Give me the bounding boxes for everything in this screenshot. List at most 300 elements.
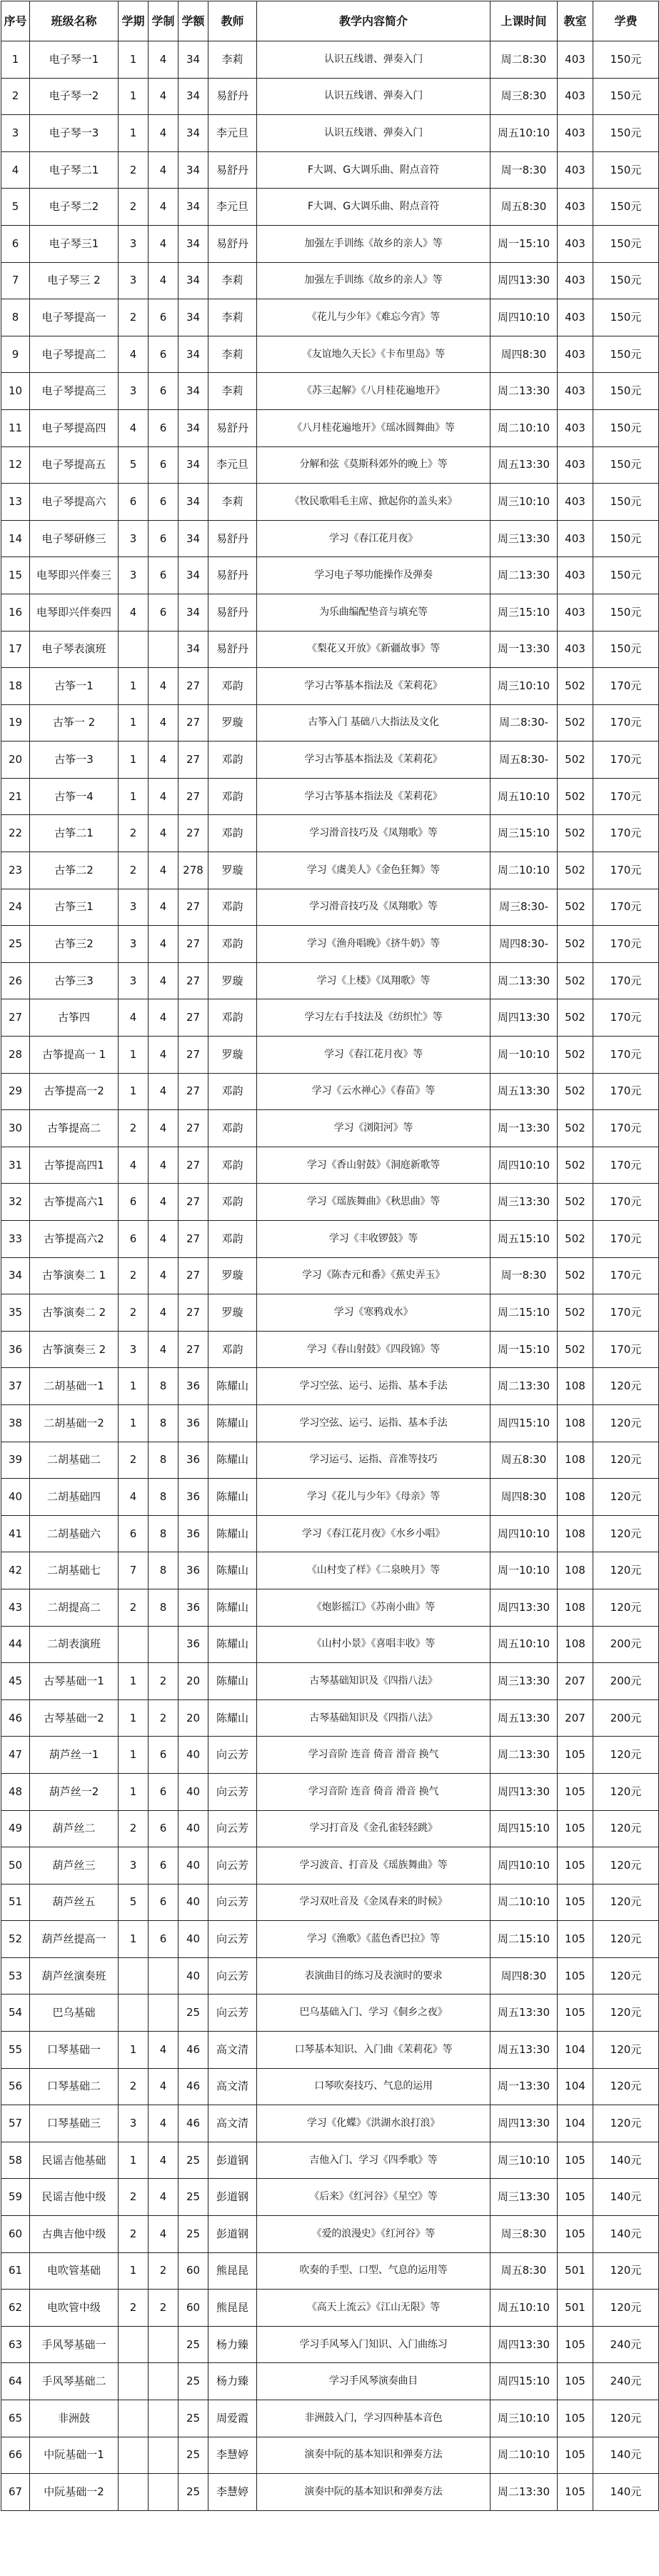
duration-cell: [149, 2400, 178, 2437]
capacity-cell: 46: [178, 2032, 208, 2069]
row-index-cell: 41: [1, 1515, 30, 1552]
class-name-cell: 古典吉他中级: [30, 2216, 119, 2253]
class-time-cell: 周二10:10: [491, 1884, 558, 1921]
content-cell: 学习《虞美人》《金色狂舞》等: [257, 852, 491, 889]
fee-cell: 120元: [593, 2105, 659, 2142]
term-cell: 2: [119, 815, 149, 852]
duration-cell: [149, 1995, 178, 2032]
term-cell: 1: [119, 2142, 149, 2179]
content-cell: 演奏中阮的基本知识和弹奏方法: [257, 2474, 491, 2511]
class-name-cell: 电子琴三1: [30, 225, 119, 262]
fee-cell: 120元: [593, 1479, 659, 1516]
room-cell: 403: [558, 41, 593, 79]
teacher-cell: 杨力臻: [208, 2326, 257, 2363]
duration-cell: 4: [149, 742, 178, 779]
table-row: [1, 520, 659, 557]
capacity-cell: 36: [178, 1552, 208, 1589]
row-index-cell: 55: [1, 2032, 30, 2069]
term-cell: 6: [119, 484, 149, 521]
capacity-cell: 36: [178, 1589, 208, 1626]
row-index-cell: 20: [1, 742, 30, 779]
room-cell: 105: [558, 1847, 593, 1884]
term-cell: 1: [119, 115, 149, 152]
teacher-cell: 彭道钢: [208, 2142, 257, 2179]
teacher-cell: 易舒丹: [208, 631, 257, 668]
duration-cell: 2: [149, 2290, 178, 2327]
row-index-cell: 37: [1, 1368, 30, 1405]
teacher-cell: 易舒丹: [208, 594, 257, 631]
class-name-cell: 二胡表演班: [30, 1626, 119, 1663]
term-cell: 1: [119, 1921, 149, 1958]
table-row: [1, 1404, 659, 1442]
room-cell: 502: [558, 1221, 593, 1258]
teacher-cell: 邓韵: [208, 668, 257, 705]
duration-cell: 4: [149, 2032, 178, 2069]
teacher-cell: 向云芳: [208, 1921, 257, 1958]
class-time-cell: 周四10:10: [491, 1147, 558, 1184]
class-time-cell: 周二13:30: [491, 557, 558, 594]
teacher-cell: 罗璇: [208, 852, 257, 889]
class-name-cell: 电子琴一1: [30, 41, 119, 79]
col-capacity-header: 学额: [178, 1, 208, 41]
capacity-cell: 25: [178, 2400, 208, 2437]
term-cell: [119, 2326, 149, 2363]
class-time-cell: 周五13:30: [491, 1073, 558, 1110]
row-index-cell: 4: [1, 151, 30, 189]
content-cell: 认识五线谱、弹奏入门: [257, 115, 491, 152]
duration-cell: 4: [149, 999, 178, 1037]
room-cell: 105: [558, 2400, 593, 2437]
class-name-cell: 口琴基础二: [30, 2068, 119, 2105]
row-index-cell: 6: [1, 225, 30, 262]
teacher-cell: 向云芳: [208, 1957, 257, 1995]
table-row: [1, 1368, 659, 1405]
teacher-cell: 向云芳: [208, 1995, 257, 2032]
row-index-cell: 65: [1, 2400, 30, 2437]
duration-cell: [149, 2363, 178, 2400]
teacher-cell: 邓韵: [208, 815, 257, 852]
duration-cell: 4: [149, 262, 178, 299]
capacity-cell: 34: [178, 151, 208, 189]
content-cell: 巴乌基础入门、学习《侗乡之夜》: [257, 1995, 491, 2032]
duration-cell: 4: [149, 1257, 178, 1294]
table-row: [1, 1294, 659, 1332]
table-row: [1, 151, 659, 189]
capacity-cell: 34: [178, 520, 208, 557]
fee-cell: 170元: [593, 1147, 659, 1184]
class-name-cell: 电子琴一3: [30, 115, 119, 152]
teacher-cell: 罗璇: [208, 1294, 257, 1332]
content-cell: 学习滑音技巧及《凤翔歌》等: [257, 889, 491, 926]
room-cell: 403: [558, 225, 593, 262]
table-row: [1, 778, 659, 815]
class-time-cell: 周一10:10: [491, 1037, 558, 1074]
row-index-cell: 31: [1, 1147, 30, 1184]
table-row: [1, 1847, 659, 1884]
table-row: [1, 262, 659, 299]
term-cell: 3: [119, 2105, 149, 2142]
fee-cell: 120元: [593, 1589, 659, 1626]
fee-cell: 150元: [593, 594, 659, 631]
row-index-cell: 63: [1, 2326, 30, 2363]
teacher-cell: 邓韵: [208, 1184, 257, 1221]
class-name-cell: 电子琴提高一: [30, 299, 119, 336]
class-name-cell: 古筝二2: [30, 852, 119, 889]
fee-cell: 150元: [593, 336, 659, 373]
room-cell: 403: [558, 262, 593, 299]
room-cell: 502: [558, 668, 593, 705]
room-cell: 502: [558, 1147, 593, 1184]
teacher-cell: 李元旦: [208, 446, 257, 484]
duration-cell: 4: [149, 1073, 178, 1110]
term-cell: [119, 631, 149, 668]
duration-cell: 4: [149, 41, 178, 79]
duration-cell: 6: [149, 299, 178, 336]
term-cell: 4: [119, 999, 149, 1037]
term-cell: 4: [119, 409, 149, 446]
teacher-cell: 李莉: [208, 336, 257, 373]
row-index-cell: 47: [1, 1737, 30, 1774]
teacher-cell: 高文清: [208, 2105, 257, 2142]
table-row: [1, 1884, 659, 1921]
room-cell: 502: [558, 962, 593, 999]
teacher-cell: 李慧婷: [208, 2437, 257, 2474]
class-time-cell: 周四13:30: [491, 2105, 558, 2142]
row-index-cell: 12: [1, 446, 30, 484]
table-row: [1, 631, 659, 668]
teacher-cell: 罗璇: [208, 962, 257, 999]
duration-cell: 4: [149, 1184, 178, 1221]
duration-cell: 2: [149, 1663, 178, 1700]
room-cell: 105: [558, 2363, 593, 2400]
row-index-cell: 14: [1, 520, 30, 557]
capacity-cell: 34: [178, 336, 208, 373]
class-time-cell: 周三13:30: [491, 1663, 558, 1700]
row-index-cell: 36: [1, 1331, 30, 1368]
content-cell: 《八月桂花遍地开》《瑶冰圆舞曲》等: [257, 409, 491, 446]
capacity-cell: 27: [178, 1184, 208, 1221]
term-cell: 5: [119, 446, 149, 484]
table-row: [1, 1626, 659, 1663]
class-time-cell: 周四13:30: [491, 1589, 558, 1626]
row-index-cell: 53: [1, 1957, 30, 1995]
fee-cell: 170元: [593, 815, 659, 852]
fee-cell: 120元: [593, 2400, 659, 2437]
fee-cell: 120元: [593, 2290, 659, 2327]
capacity-cell: 25: [178, 2437, 208, 2474]
fee-cell: 170元: [593, 1110, 659, 1147]
teacher-cell: 邓韵: [208, 1073, 257, 1110]
duration-cell: [149, 1626, 178, 1663]
capacity-cell: 46: [178, 2105, 208, 2142]
row-index-cell: 27: [1, 999, 30, 1037]
capacity-cell: 34: [178, 557, 208, 594]
fee-cell: 120元: [593, 1552, 659, 1589]
capacity-cell: 27: [178, 1110, 208, 1147]
content-cell: 学习《寒鸦戏水》: [257, 1294, 491, 1332]
fee-cell: 150元: [593, 115, 659, 152]
content-cell: 《爱的浪漫史》《红河谷》等: [257, 2216, 491, 2253]
row-index-cell: 58: [1, 2142, 30, 2179]
duration-cell: 6: [149, 409, 178, 446]
table-row: [1, 2400, 659, 2437]
class-time-cell: 周四13:30: [491, 262, 558, 299]
table-row: [1, 1479, 659, 1516]
teacher-cell: 邓韵: [208, 889, 257, 926]
capacity-cell: 34: [178, 262, 208, 299]
class-name-cell: 电子琴提高三: [30, 373, 119, 410]
class-name-cell: 古筝一 2: [30, 704, 119, 742]
room-cell: 502: [558, 1184, 593, 1221]
room-cell: 105: [558, 2437, 593, 2474]
duration-cell: 4: [149, 1221, 178, 1258]
class-time-cell: 周一10:10: [491, 1552, 558, 1589]
table-row: [1, 1995, 659, 2032]
table-row: [1, 446, 659, 484]
duration-cell: 4: [149, 852, 178, 889]
row-index-cell: 10: [1, 373, 30, 410]
table-row: [1, 1147, 659, 1184]
fee-cell: 120元: [593, 1515, 659, 1552]
content-cell: 学习《瑶族舞曲》《秋思曲》等: [257, 1184, 491, 1221]
duration-cell: 6: [149, 484, 178, 521]
content-cell: 学习《化蝶》《洪湖水浪打浪》: [257, 2105, 491, 2142]
duration-cell: 8: [149, 1479, 178, 1516]
fee-cell: 120元: [593, 1404, 659, 1442]
teacher-cell: 易舒丹: [208, 557, 257, 594]
col-teacher-header: 教师: [208, 1, 257, 41]
teacher-cell: 陈耀山: [208, 1515, 257, 1552]
term-cell: 1: [119, 1699, 149, 1737]
fee-cell: 170元: [593, 668, 659, 705]
table-row: [1, 704, 659, 742]
room-cell: 105: [558, 1884, 593, 1921]
room-cell: 105: [558, 2474, 593, 2511]
table-row: [1, 41, 659, 79]
class-time-cell: 周五8:30: [491, 189, 558, 226]
term-cell: 3: [119, 1331, 149, 1368]
duration-cell: 2: [149, 1699, 178, 1737]
content-cell: 口琴吹奏技巧、气息的运用: [257, 2068, 491, 2105]
content-cell: 《花儿与少年》《难忘今宵》等: [257, 299, 491, 336]
duration-cell: 4: [149, 1147, 178, 1184]
content-cell: 加强左手训练《故乡的亲人》等: [257, 225, 491, 262]
content-cell: 学习《春江花月夜》《水乡小唱》: [257, 1515, 491, 1552]
room-cell: 108: [558, 1589, 593, 1626]
table-row: [1, 336, 659, 373]
fee-cell: 140元: [593, 2142, 659, 2179]
class-name-cell: 中阮基础一1: [30, 2437, 119, 2474]
fee-cell: 150元: [593, 225, 659, 262]
fee-cell: 120元: [593, 1957, 659, 1995]
content-cell: 吉他入门、学习《四季歌》等: [257, 2142, 491, 2179]
room-cell: 403: [558, 151, 593, 189]
room-cell: 502: [558, 742, 593, 779]
class-time-cell: 周二8:30: [491, 41, 558, 79]
row-index-cell: 50: [1, 1847, 30, 1884]
room-cell: 403: [558, 336, 593, 373]
table-row: [1, 1442, 659, 1479]
room-cell: 403: [558, 520, 593, 557]
duration-cell: 6: [149, 1810, 178, 1847]
term-cell: [119, 1957, 149, 1995]
class-time-cell: 周四8:30: [491, 336, 558, 373]
capacity-cell: 34: [178, 41, 208, 79]
content-cell: F大调、G大调乐曲、附点音符: [257, 189, 491, 226]
class-time-cell: 周四15:10: [491, 1404, 558, 1442]
duration-cell: 4: [149, 2179, 178, 2216]
room-cell: 104: [558, 2068, 593, 2105]
class-time-cell: 周二8:30-: [491, 704, 558, 742]
class-time-cell: 周三10:10: [491, 2142, 558, 2179]
content-cell: 学习电子琴功能操作及弹奏: [257, 557, 491, 594]
fee-cell: 170元: [593, 926, 659, 963]
class-time-cell: 周五13:30: [491, 2032, 558, 2069]
row-index-cell: 13: [1, 484, 30, 521]
class-name-cell: 手风琴基础二: [30, 2363, 119, 2400]
class-name-cell: 古筝提高四1: [30, 1147, 119, 1184]
class-time-cell: 周五15:10: [491, 1221, 558, 1258]
capacity-cell: 27: [178, 962, 208, 999]
table-row: [1, 1184, 659, 1221]
room-cell: 403: [558, 484, 593, 521]
teacher-cell: 彭道钢: [208, 2216, 257, 2253]
teacher-cell: 罗璇: [208, 1257, 257, 1294]
term-cell: 2: [119, 2290, 149, 2327]
teacher-cell: 周爱霞: [208, 2400, 257, 2437]
term-cell: 3: [119, 373, 149, 410]
teacher-cell: 杨力臻: [208, 2363, 257, 2400]
class-name-cell: 古筝提高二: [30, 1110, 119, 1147]
row-index-cell: 59: [1, 2179, 30, 2216]
table-row: [1, 1589, 659, 1626]
teacher-cell: 李元旦: [208, 189, 257, 226]
term-cell: 1: [119, 1773, 149, 1810]
row-index-cell: 8: [1, 299, 30, 336]
duration-cell: 8: [149, 1368, 178, 1405]
duration-cell: 4: [149, 1294, 178, 1332]
room-cell: 108: [558, 1479, 593, 1516]
fee-cell: 170元: [593, 1331, 659, 1368]
class-time-cell: 周一15:10: [491, 1331, 558, 1368]
teacher-cell: 易舒丹: [208, 520, 257, 557]
col-term-header: 学期: [119, 1, 149, 41]
table-row: [1, 115, 659, 152]
room-cell: 108: [558, 1515, 593, 1552]
term-cell: 2: [119, 189, 149, 226]
row-index-cell: 32: [1, 1184, 30, 1221]
fee-cell: 120元: [593, 2032, 659, 2069]
table-row: [1, 1515, 659, 1552]
fee-cell: 120元: [593, 1442, 659, 1479]
term-cell: 1: [119, 1737, 149, 1774]
term-cell: 2: [119, 2179, 149, 2216]
fee-cell: 120元: [593, 1995, 659, 2032]
duration-cell: 8: [149, 1404, 178, 1442]
class-name-cell: 葫芦丝一2: [30, 1773, 119, 1810]
fee-cell: 150元: [593, 484, 659, 521]
capacity-cell: 34: [178, 484, 208, 521]
teacher-cell: 李慧婷: [208, 2474, 257, 2511]
term-cell: 1: [119, 78, 149, 115]
fee-cell: 150元: [593, 446, 659, 484]
class-time-cell: 周五10:10: [491, 1626, 558, 1663]
duration-cell: 6: [149, 1884, 178, 1921]
class-time-cell: 周五8:30: [491, 2252, 558, 2290]
table-header-row: [1, 1, 659, 41]
teacher-cell: 熊昆昆: [208, 2252, 257, 2290]
fee-cell: 120元: [593, 1921, 659, 1958]
term-cell: [119, 2363, 149, 2400]
class-name-cell: 古筝三2: [30, 926, 119, 963]
class-time-cell: 周二10:10: [491, 2437, 558, 2474]
capacity-cell: 27: [178, 1221, 208, 1258]
room-cell: 104: [558, 2105, 593, 2142]
row-index-cell: 21: [1, 778, 30, 815]
class-name-cell: 民谣吉他中级: [30, 2179, 119, 2216]
duration-cell: [149, 1957, 178, 1995]
teacher-cell: 李莉: [208, 262, 257, 299]
term-cell: [119, 1626, 149, 1663]
content-cell: 学习《上楼》《凤翔歌》等: [257, 962, 491, 999]
room-cell: 105: [558, 2142, 593, 2179]
table-row: [1, 1037, 659, 1074]
class-name-cell: 二胡基础二: [30, 1442, 119, 1479]
teacher-cell: 向云芳: [208, 1810, 257, 1847]
content-cell: 古筝入门 基础八大指法及文化: [257, 704, 491, 742]
capacity-cell: 34: [178, 409, 208, 446]
term-cell: 2: [119, 1110, 149, 1147]
duration-cell: 6: [149, 1737, 178, 1774]
row-index-cell: 43: [1, 1589, 30, 1626]
class-name-cell: 古琴基础一1: [30, 1663, 119, 1700]
duration-cell: [149, 2326, 178, 2363]
teacher-cell: 李莉: [208, 484, 257, 521]
room-cell: 502: [558, 926, 593, 963]
class-name-cell: 电子琴提高六: [30, 484, 119, 521]
room-cell: 403: [558, 446, 593, 484]
teacher-cell: 陈耀山: [208, 1589, 257, 1626]
fee-cell: 150元: [593, 78, 659, 115]
teacher-cell: 罗璇: [208, 1037, 257, 1074]
room-cell: 105: [558, 1995, 593, 2032]
teacher-cell: 陈耀山: [208, 1663, 257, 1700]
class-name-cell: 二胡基础七: [30, 1552, 119, 1589]
capacity-cell: 27: [178, 704, 208, 742]
class-name-cell: 二胡基础一1: [30, 1368, 119, 1405]
duration-cell: 4: [149, 115, 178, 152]
teacher-cell: 陈耀山: [208, 1442, 257, 1479]
row-index-cell: 67: [1, 2474, 30, 2511]
teacher-cell: 邓韵: [208, 926, 257, 963]
row-index-cell: 30: [1, 1110, 30, 1147]
capacity-cell: 25: [178, 2474, 208, 2511]
table-row: [1, 2142, 659, 2179]
capacity-cell: 34: [178, 78, 208, 115]
content-cell: 《高天上流云》《江山无限》等: [257, 2290, 491, 2327]
class-time-cell: 周五13:30: [491, 1995, 558, 2032]
teacher-cell: 邓韵: [208, 742, 257, 779]
class-name-cell: 古筝一1: [30, 668, 119, 705]
capacity-cell: 25: [178, 1995, 208, 2032]
row-index-cell: 48: [1, 1773, 30, 1810]
teacher-cell: 李莉: [208, 299, 257, 336]
content-cell: 学习打音及《金孔雀轻轻跳》: [257, 1810, 491, 1847]
room-cell: 105: [558, 2216, 593, 2253]
capacity-cell: 27: [178, 1331, 208, 1368]
row-index-cell: 40: [1, 1479, 30, 1516]
term-cell: 6: [119, 1515, 149, 1552]
